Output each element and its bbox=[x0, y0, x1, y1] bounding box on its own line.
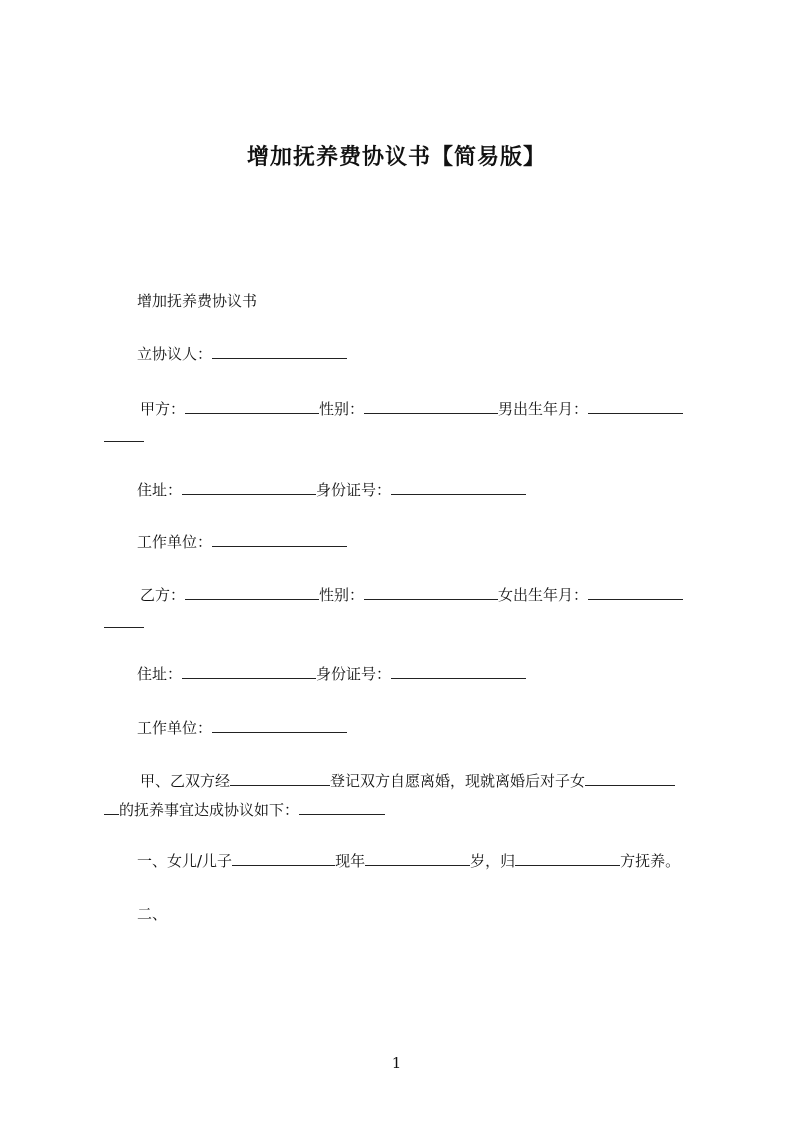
party-b-id-label: 身份证号： bbox=[316, 665, 392, 683]
party-b-name-blank[interactable] bbox=[185, 584, 319, 600]
party-a-birth-blank[interactable] bbox=[588, 398, 683, 414]
party-b-birth-label: 女出生年月： bbox=[498, 586, 589, 604]
party-a-address-line bbox=[137, 479, 526, 501]
party-b-work-label: 工作单位： bbox=[137, 719, 213, 737]
page-number: 1 bbox=[391, 1054, 402, 1072]
clause1-part3: 岁，归 bbox=[470, 852, 516, 870]
clause-2: 二、 bbox=[137, 905, 168, 923]
party-b-birth-blank[interactable] bbox=[588, 584, 683, 600]
party-b-line bbox=[140, 584, 683, 606]
agreement-registry-blank[interactable] bbox=[230, 770, 330, 786]
party-b-address-label: 住址： bbox=[137, 665, 183, 683]
party-a-address-label: 住址： bbox=[137, 481, 183, 499]
clause1-part2: 现年 bbox=[335, 852, 366, 870]
party-b-address-blank[interactable] bbox=[182, 663, 316, 679]
party-a-birth-continue bbox=[104, 426, 144, 448]
parties-blank[interactable] bbox=[212, 343, 347, 359]
agreement-part2: 登记双方自愿离婚，现就离婚后对子女 bbox=[330, 772, 586, 790]
party-b-address-line bbox=[137, 663, 526, 685]
agreement-part1: 甲、乙双方经 bbox=[140, 772, 231, 790]
agreement-end-blank[interactable] bbox=[299, 799, 385, 815]
agreement-line-1 bbox=[140, 770, 675, 792]
party-a-address-blank[interactable] bbox=[182, 479, 316, 495]
clause-1 bbox=[137, 850, 680, 872]
party-a-birth-label: 男出生年月： bbox=[498, 400, 589, 418]
party-a-id-blank[interactable] bbox=[391, 479, 526, 495]
party-a-gender-blank[interactable] bbox=[364, 398, 498, 414]
party-a-birth-blank-continue[interactable] bbox=[104, 426, 144, 442]
agreement-children-blank[interactable] bbox=[585, 770, 675, 786]
party-b-birth-continue bbox=[104, 612, 144, 634]
party-b-birth-blank-continue[interactable] bbox=[104, 612, 144, 628]
party-b-gender-blank[interactable] bbox=[364, 584, 498, 600]
party-a-work-blank[interactable] bbox=[212, 531, 347, 547]
agreement-children-blank-continue[interactable] bbox=[104, 799, 119, 815]
party-b-gender-label: 性别： bbox=[319, 586, 365, 604]
party-b-work-line bbox=[137, 717, 347, 739]
party-a-name-blank[interactable] bbox=[185, 398, 319, 414]
parties-label: 立协议人： bbox=[137, 345, 213, 363]
party-b-label: 乙方： bbox=[140, 586, 186, 604]
party-a-work-line bbox=[137, 531, 347, 553]
child-name-blank[interactable] bbox=[232, 850, 335, 866]
party-a-gender-label: 性别： bbox=[319, 400, 365, 418]
agreement-line-2 bbox=[104, 799, 385, 821]
custody-party-blank[interactable] bbox=[515, 850, 620, 866]
clause1-part4: 方抚养。 bbox=[620, 852, 681, 870]
child-age-blank[interactable] bbox=[365, 850, 470, 866]
agreement-part3: 的抚养事宜达成协议如下： bbox=[119, 801, 300, 819]
parties-line bbox=[137, 343, 347, 365]
party-a-id-label: 身份证号： bbox=[316, 481, 392, 499]
party-a-work-label: 工作单位： bbox=[137, 533, 213, 551]
party-b-id-blank[interactable] bbox=[391, 663, 526, 679]
party-b-work-blank[interactable] bbox=[212, 717, 347, 733]
document-heading: 增加抚养费协议书 bbox=[137, 292, 258, 310]
page-title: 增加抚养费协议书【简易版】 bbox=[246, 145, 546, 170]
party-a-line bbox=[140, 398, 683, 420]
party-a-label: 甲方： bbox=[140, 400, 186, 418]
clause1-part1: 一、女儿/儿子 bbox=[137, 852, 233, 870]
